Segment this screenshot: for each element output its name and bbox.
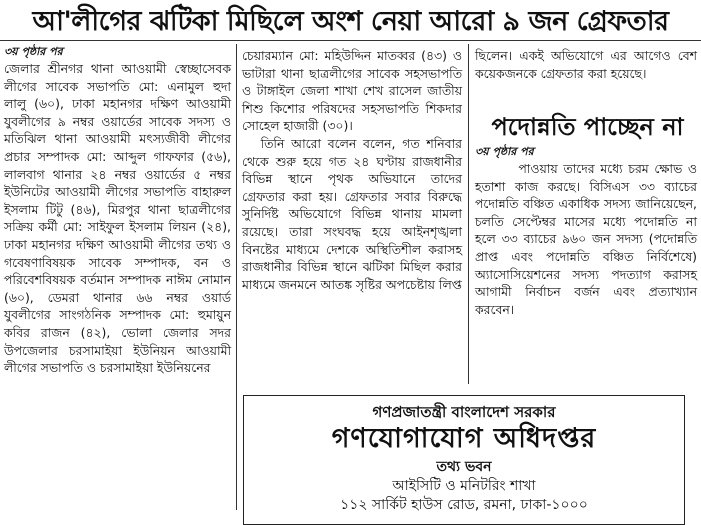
story-2-text: পাওয়ায় তাদের মধ্যে চরম ক্ষোভ ও হতাশা কাজ করছে। বিসিএস ৩৩ ব্যাচের পদোন্নতি বঞ্চিত একাধিক সদস্য জানিয়েছেন, চলতি সেপ্টেম্বর মাসের মধ্যে পদোন্নতি না হলে ৩৩ ব্যাচের ৯৬০ জন সদস্য (পদোন্নতি প্রাপ্ত এবং পদোন্নতি বঞ্চিত নির্বিশেষে) অ্যাসোসিয়েশনের সদস্য পদত্যাগ করাসহ আগামী নির্বাচন বর্জন এবং প্রত্যাখ্যান করবেন।: [475, 161, 697, 317]
column-divider-2: [468, 44, 469, 384]
notice-building: তথ্য ভবন: [436, 459, 492, 475]
main-headline: আ'লীগের ঝটিকা মিছিলে অংশ নেয়া আরো ৯ জন গ্রেফতার: [32, 6, 669, 37]
story-2-body: [475, 144, 697, 318]
column-3-text: ছিলেন। একই অভিযোগে এর আগেও বেশ কয়েকজনকে গ্রেফতার করা হয়েছে।: [475, 48, 697, 81]
column-2: [242, 47, 462, 293]
column-1: [4, 44, 231, 377]
column-2-para-1: চেয়ারম্যান মো: মহিউদ্দিন মাতব্বর (৪৩) ও ভাটারা থানা ছাত্রলীগের সাবেক সহসভাপতি ও টাঙ্গাইল জেলা শাখা শেখ রাসেল জাতীয় শিশু কিশোর পরিষদের সহসভাপতি শিকদার সোহেল হাজারী (৩০)।: [242, 48, 462, 134]
column-2-para-2: তিনি আরো বলেন বলেন, গত শনিবার থেকে শুরু হয়ে গত ২৪ ঘণ্টায় রাজধানীর বিভিন্ন স্থানে পৃথক অভিযানে তাদের গ্রেফতার করা হয়। গ্রেফতার সবার বিরুদ্ধে সুনির্দিষ্ট অভিযোগে বিভিন্ন থানায় মামলা রয়েছে। তারা সংঘবদ্ধ হয়ে আইনশৃঙ্খলা বিনষ্টের মাধ্যমে দেশকে অস্থিতিশীল করাসহ রাজধানীর বিভিন্ন স্থানে ঝটিকা মিছিল করার মাধ্যমে জনমনে আতঙ্ক সৃষ্টির অপচেষ্টায় লিপ্ত: [242, 135, 462, 292]
government-notice-box: [243, 395, 685, 525]
column-3: [475, 47, 697, 82]
headline-underline: [0, 40, 701, 41]
column-1-text: জেলার শ্রীনগর থানা আওয়ামী স্বেচ্ছাসেবক লীগের সাবেক সভাপতি মো: এনামুল হুদা লালু (৬০), ঢাকা মহানগর দক্ষিণ আওয়ামী যুবলীগের ৯ নম্বর ওয়ার্ডের সাবেক সদস্য ও মতিঝিল থানা আওয়ামী মৎস্যজীবী লীগের প্রচার সম্পাদক মো: আব্দুল গাফফার (৫৬), লালবাগ থানার ২৪ নম্বর ওয়ার্ডের ৫ নম্বর ইউনিটের আওয়ামী লীগের সভাপতি বাহারুল ইসলাম টিটু (৪৬), মিরপুর থানা ছাত্রলীগের সক্রিয় কর্মী মো: সাইফুল ইসলাম লিয়ন (২৪), ঢাকা মহানগর দক্ষিণ আওয়ামী লীগের তথ্য ও গবেষণাবিষয়ক সাবেক সম্পাদক, বন ও পরিবেশবিষয়ক বর্তমান সম্পাদক নাঈম নোমান (৬০), ডেমরা থানার ৬৬ নম্বর ওয়ার্ড যুবলীগের সাংগঠনিক সম্পাদক মো: হুমায়ুন কবির রাজন (৪২), ভোলা জেলার সদর উপজেলার চরসামাইয়া ইউনিয়ন আওয়ামী লীগের সভাপতি ও চরসামাইয়া ইউনিয়নের: [4, 61, 231, 376]
notice-section: আইসিটি ও মনিটরিং শাখা: [392, 478, 536, 494]
notice-address: ১১২ সার্কিট হাউস রোড, রমনা, ঢাকা-১০০০: [340, 497, 588, 513]
story-2-continued-label: ৩য় পৃষ্ঠার পর: [475, 145, 534, 158]
notice-department-title: গণযোগাযোগ অধিদপ্তর: [331, 423, 597, 454]
notice-government-line: গণপ্রজাতন্ত্রী বাংলাদেশ সরকার: [372, 403, 556, 421]
continued-label: ৩য় পৃষ্ঠার পর: [4, 45, 63, 58]
column-divider-1: [236, 44, 237, 510]
story-2-headline: পদোন্নতি পাচ্ছেন না: [491, 113, 684, 141]
